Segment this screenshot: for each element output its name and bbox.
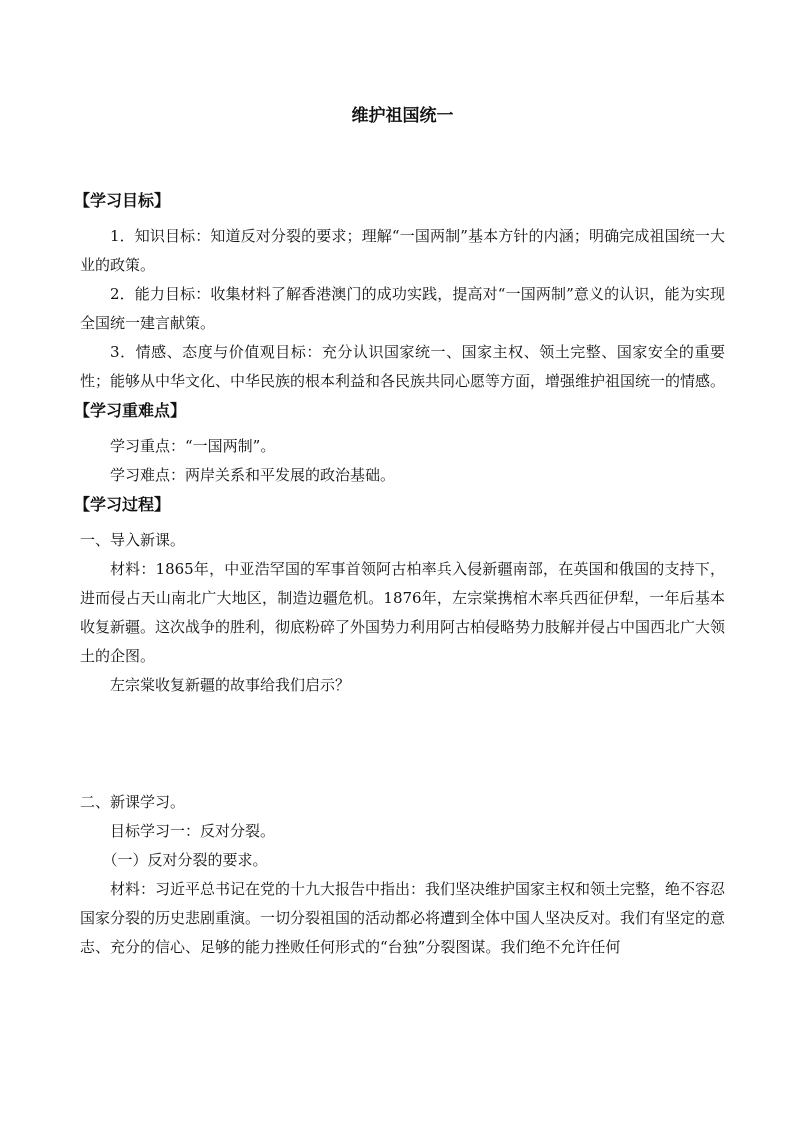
sub-section-1: （一）反对分裂的要求。: [102, 851, 268, 869]
document-title: 维护祖国统一: [351, 106, 454, 126]
goal-1: 目标学习一：反对分裂。: [110, 822, 276, 840]
key-focus: 学习重点：“一国两制”。: [110, 437, 276, 455]
objective-item-2: 2．能力目标：收集材料了解香港澳门的成功实践，提高对“一国两制”意义的认识，能为实现全国统一建言献策。: [80, 285, 725, 332]
new-lesson-title: 二、新课学习。: [80, 793, 186, 811]
intro-question: 左宗棠收复新疆的故事给我们启示？: [110, 676, 351, 694]
answer-space: [80, 700, 725, 788]
objective-item-1: 1．知识目标：知道反对分裂的要求；理解“一国两制”基本方针的内涵；明确完成祖国统一大业的政策。: [80, 227, 725, 274]
intro-title: 一、导入新课。: [80, 531, 186, 549]
key-difficulty: 学习难点：两岸关系和平发展的政治基础。: [110, 466, 396, 484]
section-heading-process: 【学习过程】: [74, 495, 171, 514]
section-heading-objectives: 【学习目标】: [74, 191, 171, 210]
material-2: 材料：习近平总书记在党的十九大报告中指出：我们坚决维护国家主权和领土完整，绝不容忍国家分裂的历史悲剧重演。一切分裂祖国的活动都必将遭到全体中国人坚决反对。我们有坚定的意志、充分的信心、足够的能力挫败任何形式的“台独”分裂图谋。我们绝不允许任何: [80, 880, 726, 956]
document-body: [74, 186, 726, 962]
objective-item-3: 3．情感、态度与价值观目标：充分认识国家统一、国家主权、领土完整、国家安全的重要性；能够从中华文化、中华民族的根本利益和各民族共同心愿等方面，增强维护祖国统一的情感。: [80, 343, 726, 390]
intro-material: 材料：1865年，中亚浩罕国的军事首领阿古柏率兵入侵新疆南部，在英国和俄国的支持下，进而侵占天山南北广大地区，制造边疆危机。1876年，左宗棠携棺木率兵西征伊犁，一年后基本收复新疆。这次战争的胜利，彻底粉碎了外国势力利用阿古柏侵略势力肢解并侵占中国西北广大领土的企图。: [80, 560, 726, 665]
section-heading-keypoints: 【学习重难点】: [74, 401, 187, 420]
